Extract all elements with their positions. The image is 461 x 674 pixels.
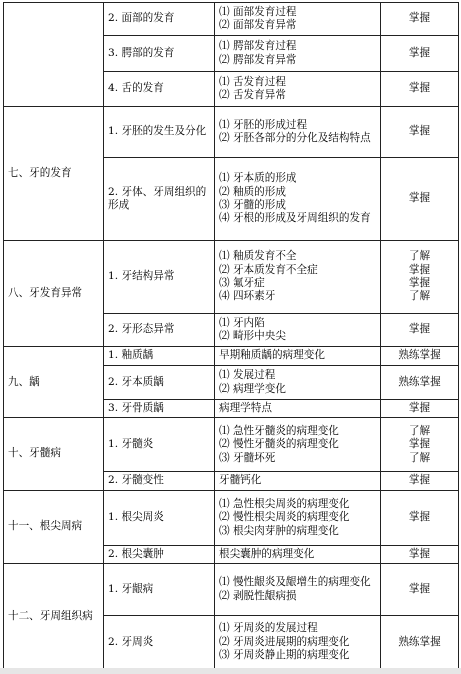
- requirement-cell: [381, 347, 459, 366]
- subunit-cell: 3. 牙骨质龋: [104, 400, 215, 418]
- table-row: [4, 564, 459, 616]
- point-line: ⑴ 急性根尖周炎的病理变化: [219, 497, 350, 510]
- table-row: [4, 418, 459, 472]
- table-row: [4, 241, 459, 314]
- points-cell: [215, 366, 381, 400]
- requirement-level: 掌握: [408, 12, 431, 25]
- requirement-cell: [381, 616, 459, 669]
- unit-cell: 十、牙髓病: [4, 418, 104, 490]
- requirement-level: 了解: [408, 424, 431, 437]
- points-cell: [215, 418, 381, 472]
- requirement-cell: [381, 418, 459, 472]
- requirement-cell: [381, 72, 459, 107]
- point-line: ⑵ 釉质的形成: [219, 185, 286, 198]
- syllabus-table: [3, 2, 459, 669]
- requirement-cell: [381, 241, 459, 314]
- point-line: ⑴ 急性牙髓炎的病理变化: [219, 424, 339, 437]
- point-line: ⑵ 慢性牙髓炎的病理变化: [219, 438, 339, 451]
- point-line: ⑴ 牙胚的形成过程: [219, 118, 308, 131]
- point-line: ⑷ 四环素牙: [219, 290, 276, 303]
- requirement-cell: [381, 400, 459, 418]
- point-line: ⑶ 氟牙症: [219, 277, 265, 289]
- requirement-level: 了解: [408, 250, 431, 263]
- points-cell: [215, 241, 381, 314]
- subunit-cell: 3. 腭部的发育: [104, 36, 215, 72]
- requirement-level: 掌握: [408, 125, 431, 138]
- requirement-level: 熟练掌握: [398, 635, 441, 648]
- requirement-level: 掌握: [408, 82, 431, 95]
- table-row: [4, 347, 459, 366]
- point-line: ⑵ 剥脱性龈病损: [219, 589, 297, 602]
- point-line: 牙髓钙化: [219, 474, 262, 487]
- point-line: ⑴ 发展过程: [219, 369, 276, 382]
- points-cell: [215, 472, 381, 490]
- point-line: ⑵ 牙胚各部分的分化及结构特点: [219, 132, 371, 144]
- point-line: ⑴ 牙周炎的发展过程: [219, 622, 318, 635]
- point-line: ⑶ 牙髓的形成: [219, 199, 286, 211]
- unit-cell: 十一、根尖周病: [4, 490, 104, 563]
- requirement-level: 熟练掌握: [398, 375, 441, 388]
- point-line: ⑵ 牙周炎进展期的病理变化: [219, 635, 350, 648]
- point-line: ⑶ 牙周炎静止期的病理变化: [219, 648, 350, 661]
- requirement-cell: [381, 472, 459, 490]
- point-line: ⑵ 牙本质发育不全症: [219, 263, 318, 276]
- point-line: ⑴ 釉质发育不全: [219, 250, 297, 263]
- point-line: ⑵ 面部发育异常: [219, 19, 297, 31]
- subunit-cell: 2. 牙髓变性: [104, 472, 215, 490]
- points-cell: [215, 400, 381, 418]
- requirement-level: 掌握: [408, 263, 431, 276]
- subunit-cell: 1. 牙龈病: [104, 564, 215, 616]
- requirement-level: 掌握: [408, 277, 431, 289]
- subunit-cell: 2. 根尖囊肿: [104, 545, 215, 563]
- point-line: ⑵ 舌发育异常: [219, 89, 286, 101]
- point-line: 病理学特点: [219, 402, 272, 414]
- point-line: ⑴ 慢性龈炎及龈增生的病理变化: [219, 576, 371, 589]
- requirement-level: 掌握: [408, 46, 431, 59]
- requirement-level: 掌握: [408, 547, 431, 560]
- points-cell: [215, 72, 381, 107]
- requirement-level: 掌握: [408, 323, 431, 336]
- requirement-level: 掌握: [408, 192, 431, 205]
- requirement-cell: [381, 158, 459, 241]
- subunit-cell: 4. 舌的发育: [104, 72, 215, 107]
- points-cell: [215, 347, 381, 366]
- subunit-cell: 2. 牙本质龋: [104, 366, 215, 400]
- point-line: ⑶ 根尖肉芽肿的病理变化: [219, 524, 339, 537]
- points-cell: [215, 545, 381, 563]
- subunit-cell: 2. 牙形态异常: [104, 314, 215, 347]
- unit-cell: [4, 3, 104, 107]
- point-line: ⑴ 面部发育过程: [219, 5, 297, 18]
- point-line: ⑷ 牙根的形成及牙周组织的发育: [219, 212, 371, 225]
- page-bottom-strip: [0, 668, 461, 674]
- point-line: ⑵ 慢性根尖周炎的病理变化: [219, 511, 350, 524]
- points-cell: [215, 36, 381, 72]
- requirement-level: 掌握: [408, 474, 431, 487]
- point-line: 早期釉质龋的病理变化: [219, 349, 325, 362]
- requirement-level: 掌握: [408, 402, 431, 414]
- points-cell: [215, 107, 381, 158]
- table-row: [4, 3, 459, 36]
- requirement-cell: [381, 545, 459, 563]
- table-row: [4, 490, 459, 545]
- requirement-level: 了解: [408, 451, 431, 464]
- points-cell: [215, 616, 381, 669]
- requirement-level: 掌握: [408, 511, 431, 524]
- point-line: ⑴ 牙本质的形成: [219, 172, 297, 185]
- subunit-cell: 1. 牙结构异常: [104, 241, 215, 314]
- points-cell: [215, 314, 381, 347]
- point-line: ⑵ 畸形中央尖: [219, 330, 286, 342]
- subunit-cell: 2. 面部的发育: [104, 3, 215, 36]
- unit-cell: 九、龋: [4, 347, 104, 418]
- unit-cell: 八、牙发育异常: [4, 241, 104, 347]
- requirement-cell: [381, 36, 459, 72]
- subunit-cell: 1. 根尖周炎: [104, 490, 215, 545]
- requirement-cell: [381, 564, 459, 616]
- point-line: 根尖囊肿的病理变化: [219, 547, 315, 560]
- points-cell: [215, 3, 381, 36]
- points-cell: [215, 158, 381, 241]
- points-cell: [215, 490, 381, 545]
- requirement-level: 掌握: [408, 583, 431, 596]
- point-line: ⑴ 腭部发育过程: [219, 40, 297, 53]
- subunit-cell: 1. 牙胚的发生及分化: [104, 107, 215, 158]
- subunit-cell: 2. 牙体、牙周组织的形成: [104, 158, 215, 241]
- table-row: [4, 107, 459, 158]
- requirement-cell: [381, 366, 459, 400]
- point-line: ⑴ 舌发育过程: [219, 75, 286, 88]
- requirement-level: 掌握: [408, 438, 431, 451]
- point-line: ⑵ 病理学变化: [219, 382, 286, 395]
- unit-cell: 十二、牙周组织病: [4, 564, 104, 669]
- point-line: ⑴ 牙内陷: [219, 316, 265, 329]
- requirement-level: 了解: [408, 290, 431, 303]
- requirement-level: 熟练掌握: [398, 349, 441, 362]
- points-cell: [215, 564, 381, 616]
- requirement-cell: [381, 490, 459, 545]
- subunit-cell: 1. 牙髓炎: [104, 418, 215, 472]
- table-body: [4, 3, 459, 669]
- subunit-cell: 2. 牙周炎: [104, 616, 215, 669]
- point-line: ⑶ 牙髓坏死: [219, 451, 276, 464]
- requirement-cell: [381, 3, 459, 36]
- requirement-cell: [381, 314, 459, 347]
- unit-cell: 七、牙的发育: [4, 107, 104, 241]
- requirement-cell: [381, 107, 459, 158]
- subunit-cell: 1. 釉质龋: [104, 347, 215, 366]
- point-line: ⑵ 腭部发育异常: [219, 53, 297, 66]
